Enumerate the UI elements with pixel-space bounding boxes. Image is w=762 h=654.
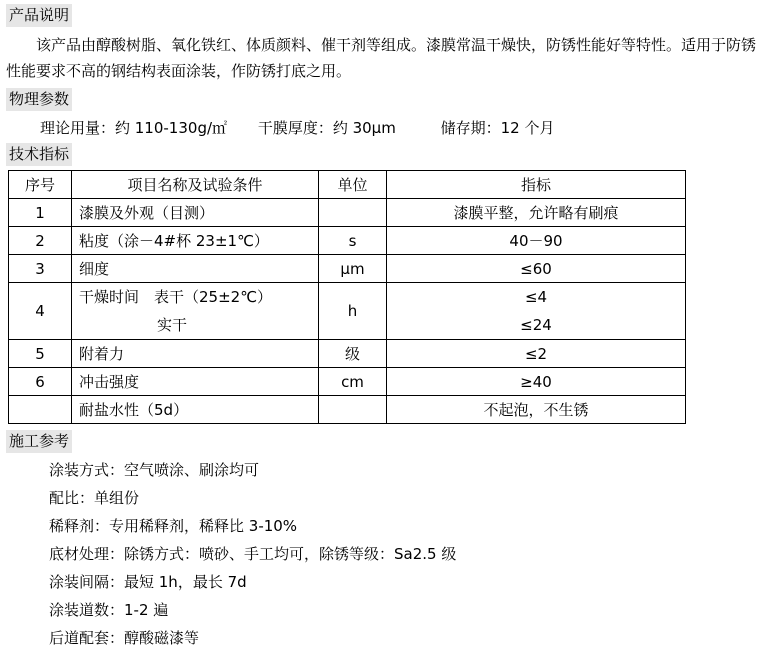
intro-text: 该产品由醇酸树脂、氧化铁红、体质颜料、催干剂等组成。漆膜常温干燥快，防锈性能好等特性。适用于防锈性能要求不高的钢结构表面涂装，作防锈打底之用。	[6, 36, 757, 80]
column-header-name: 项目名称及试验条件	[72, 171, 319, 199]
table-row	[9, 283, 686, 340]
row-value: ≤4	[524, 288, 548, 306]
physical-heading: 物理参数	[6, 88, 72, 111]
row-unit: cm	[319, 368, 387, 396]
table-row	[9, 368, 686, 396]
list-item: 涂装方式：空气喷涂、刷涂均可	[49, 461, 260, 479]
row-value: 40－90	[387, 227, 686, 255]
row-no: 2	[9, 227, 72, 255]
storage-value: 储存期：12 个月	[440, 119, 555, 137]
table-row	[9, 255, 686, 283]
table-row	[9, 396, 686, 424]
row-name: 粘度（涂－4#杯 23±1℃）	[72, 227, 319, 255]
row-name-sub: 实干	[157, 316, 188, 334]
list-item: 涂装道数：1-2 遍	[49, 601, 169, 619]
row-value: ≥40	[387, 368, 686, 396]
list-item: 后道配套：醇酸磁漆等	[49, 629, 200, 647]
row-unit: 级	[319, 340, 387, 368]
application-list	[49, 456, 456, 652]
row-name-cell	[72, 283, 319, 340]
column-header-no: 序号	[9, 171, 72, 199]
column-header-unit: 单位	[319, 171, 387, 199]
row-value: ≤2	[387, 340, 686, 368]
row-name: 冲击强度	[72, 368, 319, 396]
list-item: 涂装间隔：最短 1h，最长 7d	[49, 573, 247, 591]
row-name: 干燥时间 表干（25±2℃）	[79, 288, 273, 306]
row-unit: μm	[319, 255, 387, 283]
row-value: 漆膜平整，允许略有刷痕	[387, 199, 686, 227]
list-item: 稀释剂：专用稀释剂，稀释比 3-10%	[49, 517, 298, 535]
row-unit	[319, 396, 387, 424]
list-item: 底材处理：除锈方式：喷砂、手工均可，除锈等级：Sa2.5 级	[49, 545, 457, 563]
coverage-value: 理论用量：约 110-130g/㎡	[40, 119, 228, 137]
row-unit: s	[319, 227, 387, 255]
row-name: 附着力	[72, 340, 319, 368]
row-no	[9, 396, 72, 424]
spec-heading: 技术指标	[6, 143, 72, 166]
row-unit: h	[319, 283, 387, 340]
intro-heading: 产品说明	[6, 4, 72, 27]
row-no: 4	[9, 283, 72, 340]
row-no: 3	[9, 255, 72, 283]
table-row	[9, 227, 686, 255]
table-row	[9, 340, 686, 368]
thickness-value: 干膜厚度：约 30μm	[257, 119, 396, 137]
row-no: 6	[9, 368, 72, 396]
row-value: 不起泡，不生锈	[387, 396, 686, 424]
row-unit	[319, 199, 387, 227]
row-no: 5	[9, 340, 72, 368]
row-value: ≤60	[387, 255, 686, 283]
row-no: 1	[9, 199, 72, 227]
row-value-cell	[387, 283, 686, 340]
row-name: 耐盐水性（5d）	[72, 396, 319, 424]
table-header-row	[9, 171, 686, 199]
column-header-indicator: 指标	[387, 171, 686, 199]
spec-table	[8, 170, 686, 424]
row-name: 漆膜及外观（目测）	[72, 199, 319, 227]
row-value-sub: ≤24	[520, 316, 552, 334]
list-item: 配比：单组份	[49, 489, 140, 507]
physical-params	[40, 115, 554, 141]
table-row	[9, 199, 686, 227]
application-heading: 施工参考	[6, 430, 72, 453]
row-name: 细度	[72, 255, 319, 283]
